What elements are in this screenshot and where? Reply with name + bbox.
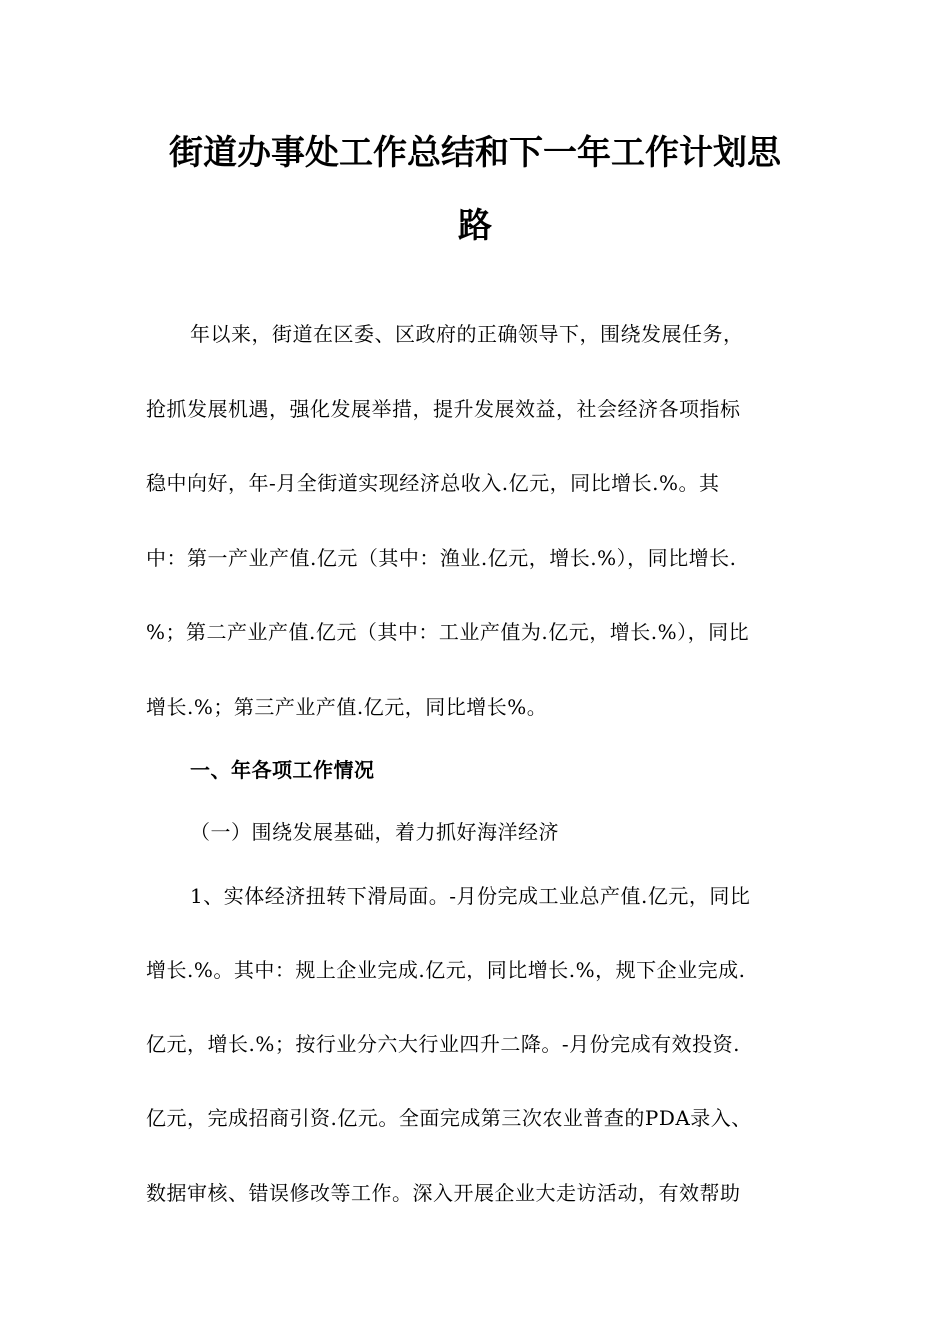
intro-line-3: 稳中向好，年-月全街道实现经济总收入.亿元，同比增长.%。其: [146, 471, 720, 495]
intro-line-5: %；第二产业产值.亿元（其中：工业产值为.亿元，增长.%），同比: [146, 620, 750, 644]
item1-line-2: 增长.%。其中：规上企业完成.亿元，同比增长.%，规下企业完成.: [146, 958, 746, 982]
intro-line-4: 中：第一产业产值.亿元（其中：渔业.亿元，增长.%），同比增长.: [146, 546, 737, 570]
item1-line-1: 1、实体经济扭转下滑局面。-月份完成工业总产值.亿元，同比: [190, 884, 751, 908]
item1-line-5: 数据审核、错误修改等工作。深入开展企业大走访活动，有效帮助: [146, 1181, 741, 1205]
intro-line-2: 抢抓发展机遇，强化发展举措，提升发展效益，社会经济各项指标: [146, 397, 741, 421]
document-title-line-2: 路: [458, 206, 492, 246]
item1-line-4: 亿元，完成招商引资.亿元。全面完成第三次农业普查的PDA录入、: [146, 1106, 752, 1130]
subsection-heading: （一）围绕发展基础，着力抓好海洋经济: [190, 820, 559, 844]
item1-line-3: 亿元，增长.%；按行业分六大行业四升二降。-月份完成有效投资.: [146, 1032, 740, 1056]
section-heading: 一、年各项工作情况: [190, 758, 375, 782]
intro-line-6: 增长.%；第三产业产值.亿元，同比增长%。: [146, 695, 548, 719]
intro-line-1: 年以来，街道在区委、区政府的正确领导下，围绕发展任务，: [190, 322, 744, 346]
document-title-line-1: 街道办事处工作总结和下一年工作计划思: [169, 133, 781, 173]
